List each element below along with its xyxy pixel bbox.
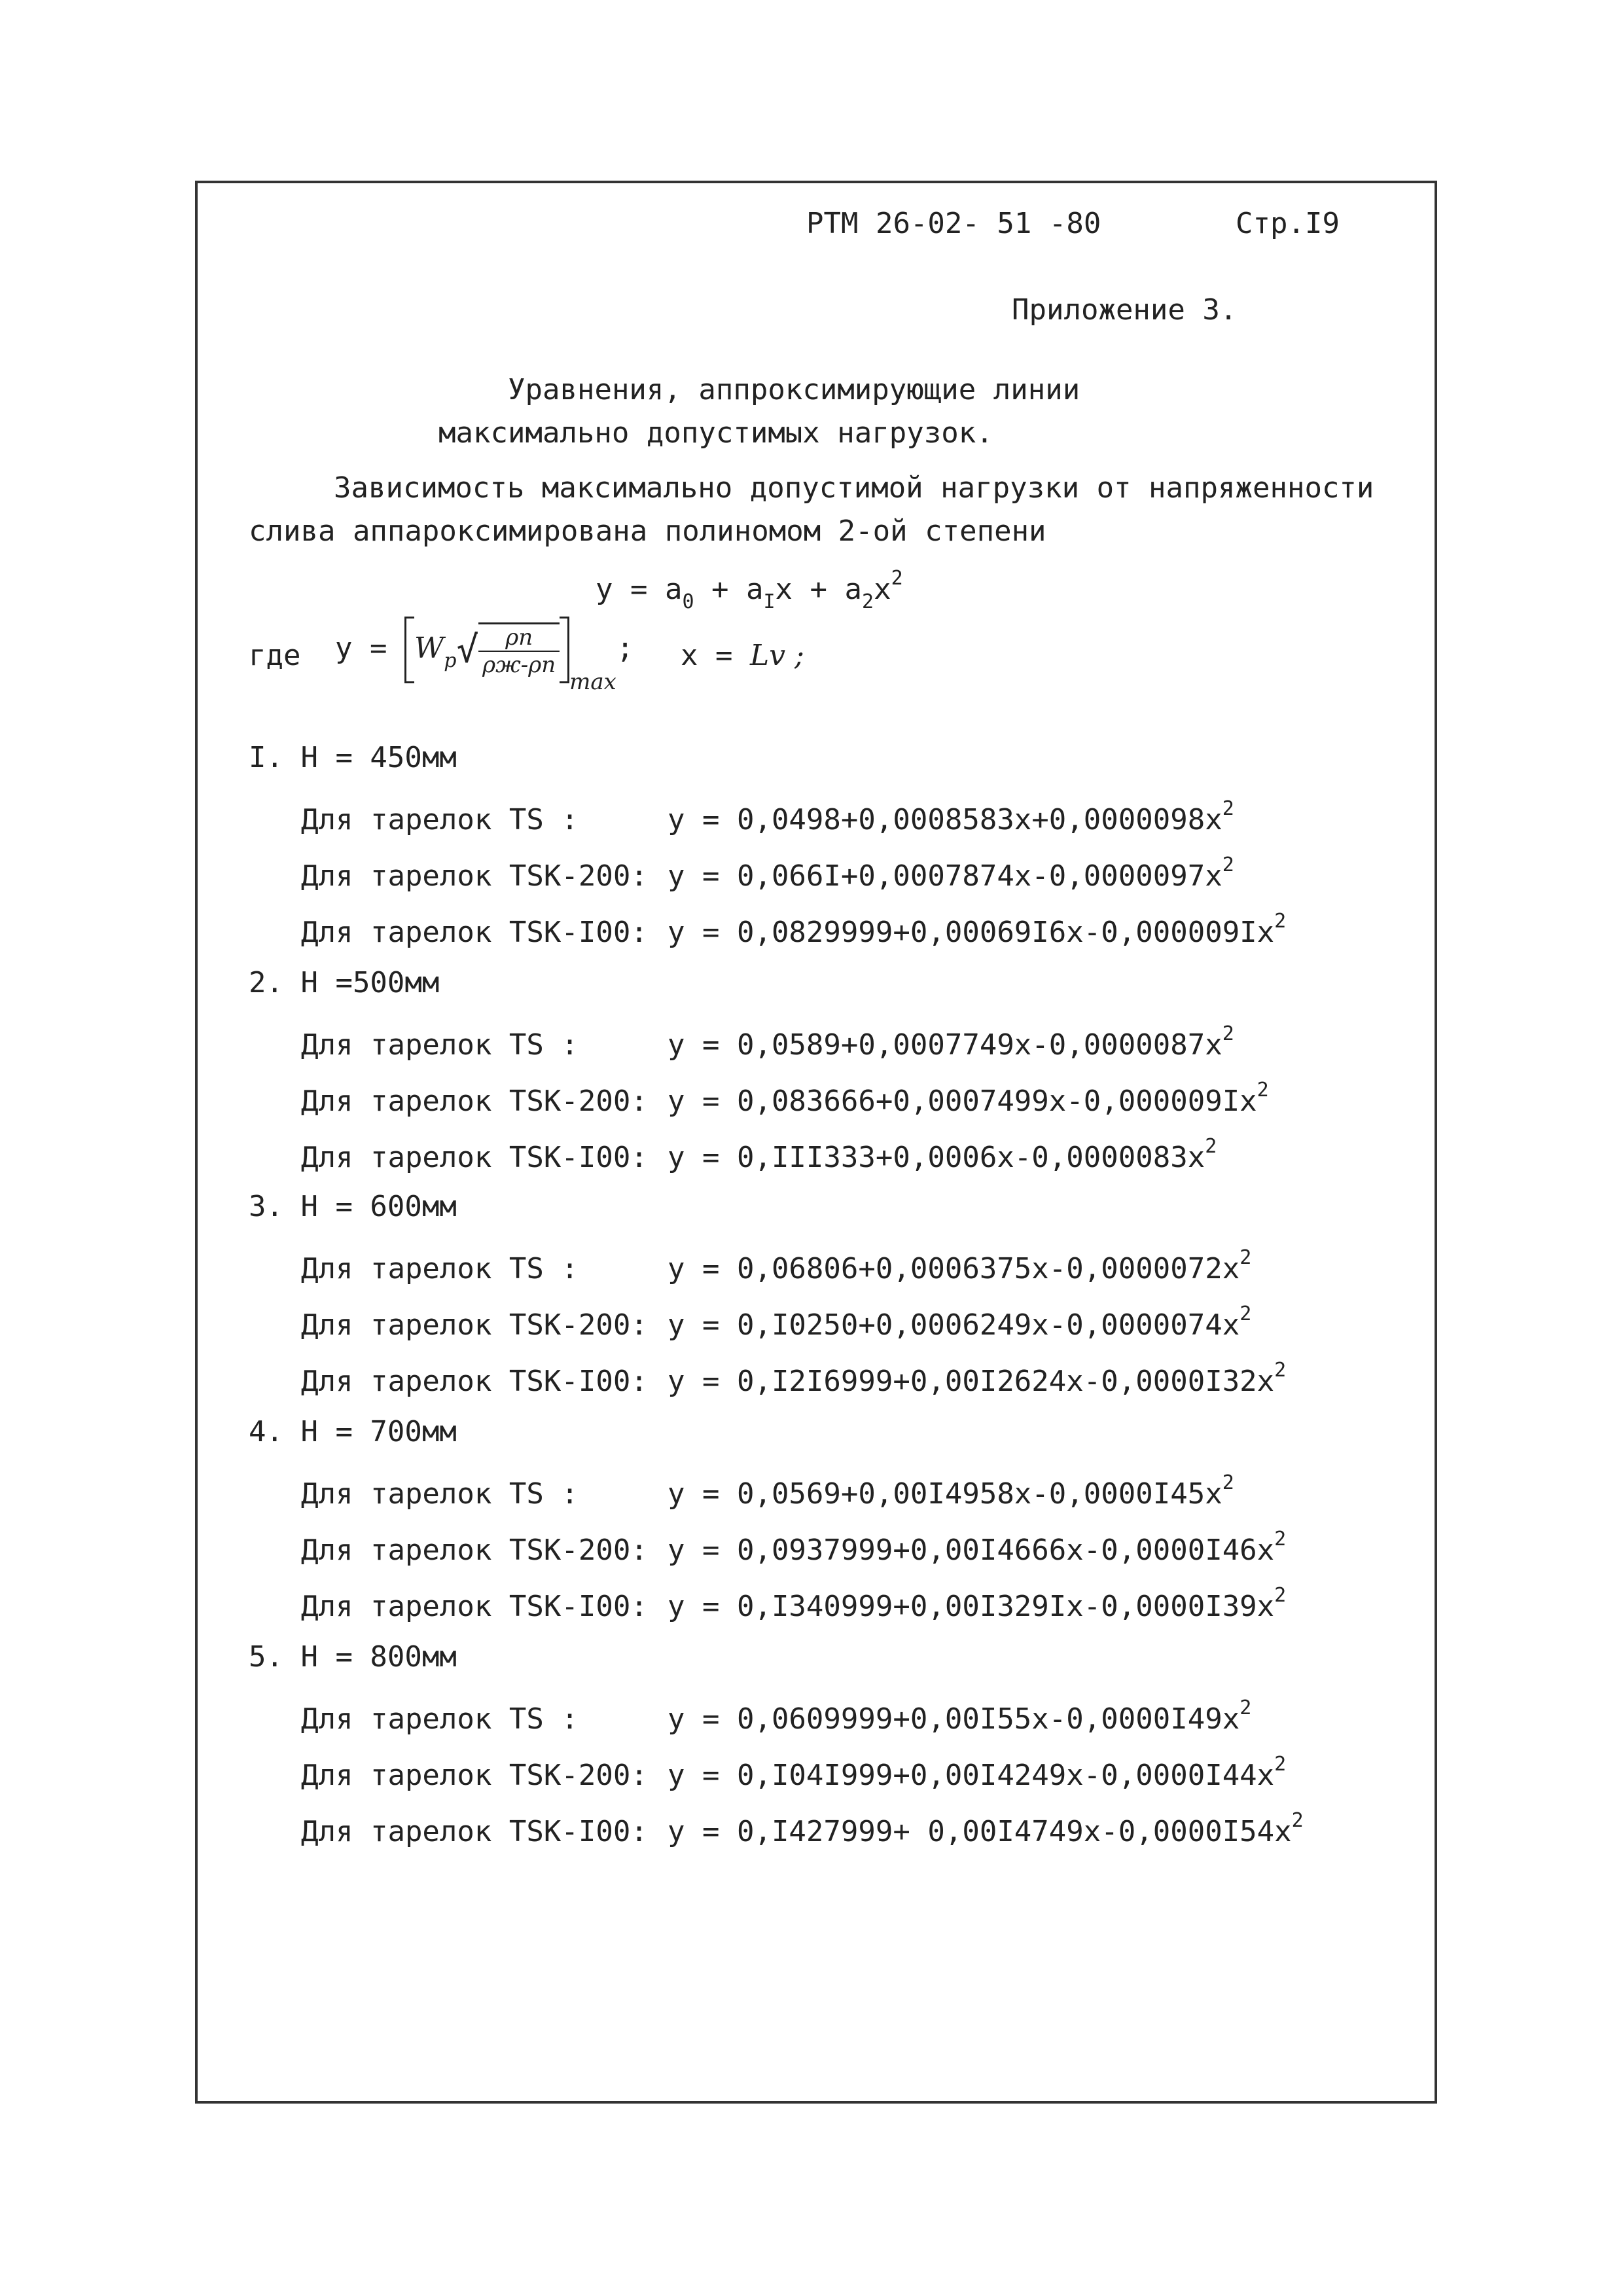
tray-type-label: Для тарелок TS : bbox=[301, 1028, 579, 1062]
section-heading: 2. H =500мм bbox=[249, 966, 440, 999]
section-heading: I. H = 450мм bbox=[249, 741, 457, 774]
section-heading: 3. H = 600мм bbox=[249, 1190, 457, 1223]
section-heading: 5. H = 800мм bbox=[249, 1640, 457, 1674]
eq-a1-sub: I bbox=[763, 590, 776, 613]
eq-square: 2 bbox=[891, 567, 903, 590]
formula-square: 2 bbox=[1240, 1696, 1252, 1719]
tray-type-label: Для тарелок TS : bbox=[301, 1477, 579, 1511]
eq-x2: x bbox=[874, 573, 891, 606]
eq-y: y = a bbox=[596, 573, 683, 606]
document-code: РТМ 26-02- 51 -80 bbox=[806, 207, 1101, 240]
tray-type-label: Для тарелок TSК-200: bbox=[301, 1308, 648, 1342]
equation-formula: y = 0,III333+0,0006x-0,0000083x bbox=[668, 1141, 1205, 1174]
tray-type-label: Для тарелок TSК-I00: bbox=[301, 916, 648, 949]
formula-square: 2 bbox=[1240, 1302, 1252, 1325]
equation-formula: y = 0,066I+0,0007874x-0,0000097x bbox=[668, 859, 1222, 893]
tray-type-label: Для тарелок TSК-I00: bbox=[301, 1141, 648, 1174]
eq-a2: x + a bbox=[775, 573, 862, 606]
where-x-value: Lv ; bbox=[749, 639, 804, 672]
tray-type-label: Для тарелок TS : bbox=[301, 803, 579, 836]
equation-row bbox=[301, 1246, 1251, 1285]
equation-formula: y = 0,0498+0,0008583x+0,0000098x bbox=[668, 803, 1222, 836]
where-x-definition bbox=[681, 639, 804, 672]
tray-type-label: Для тарелок TSК-I00: bbox=[301, 1815, 648, 1848]
page-number: Стр.I9 bbox=[1236, 207, 1340, 240]
formula-square: 2 bbox=[1240, 1246, 1252, 1269]
equation-row bbox=[301, 1079, 1269, 1118]
polynomial-equation bbox=[596, 567, 903, 613]
where-x-eq: x = bbox=[681, 639, 733, 672]
equation-row bbox=[301, 1022, 1234, 1062]
equation-formula: y = 0,I04I999+0,00I4249x-0,0000I44x bbox=[668, 1759, 1275, 1792]
right-bracket bbox=[560, 617, 569, 683]
eq-a0-sub: 0 bbox=[682, 590, 694, 613]
formula-square: 2 bbox=[1222, 797, 1234, 820]
equation-row bbox=[301, 1809, 1304, 1848]
formula-square: 2 bbox=[1274, 1584, 1287, 1607]
appendix-label: Приложение 3. bbox=[1012, 293, 1238, 327]
tray-type-label: Для тарелок TSК-200: bbox=[301, 1759, 648, 1792]
section-heading: 4. H = 700мм bbox=[249, 1415, 457, 1448]
sqrt-symbol: √ bbox=[456, 628, 479, 672]
tray-type-label: Для тарелок TSК-I00: bbox=[301, 1365, 648, 1398]
equation-formula: y = 0,I427999+ 0,00I4749x-0,0000I54x bbox=[668, 1815, 1292, 1848]
where-y-eq: y = bbox=[335, 632, 387, 665]
formula-square: 2 bbox=[1222, 853, 1234, 876]
formula-square: 2 bbox=[1222, 1022, 1234, 1045]
fraction-denominator: ρж-ρn bbox=[482, 651, 556, 678]
equation-row bbox=[301, 1753, 1286, 1792]
where-max: max bbox=[569, 669, 616, 695]
equation-formula: y = 0,0569+0,00I4958x-0,0000I45x bbox=[668, 1477, 1222, 1511]
equation-formula: y = 0,083666+0,0007499x-0,000009Ix bbox=[668, 1085, 1257, 1118]
equation-row bbox=[301, 910, 1286, 949]
equation-formula: y = 0,0829999+0,00069I6x-0,000009Ix bbox=[668, 916, 1275, 949]
tray-type-label: Для тарелок TS : bbox=[301, 1702, 579, 1736]
tray-type-label: Для тарелок TSК-200: bbox=[301, 1085, 648, 1118]
equation-formula: y = 0,0937999+0,00I4666x-0,0000I46x bbox=[668, 1534, 1275, 1567]
equation-row bbox=[301, 1696, 1251, 1736]
formula-square: 2 bbox=[1291, 1809, 1304, 1832]
intro-line-1: Зависимость максимально допустимой нагрузки от напряженности bbox=[334, 471, 1374, 505]
formula-square: 2 bbox=[1274, 1753, 1287, 1776]
equation-formula: y = 0,06806+0,0006375x-0,0000072x bbox=[668, 1252, 1240, 1285]
sqrt-content bbox=[478, 622, 560, 678]
tray-type-label: Для тарелок TS : bbox=[301, 1252, 579, 1285]
equation-row bbox=[301, 1302, 1251, 1342]
equation-row bbox=[301, 797, 1234, 836]
where-w: W bbox=[414, 632, 444, 665]
intro-line-2: слива аппароксимирована полиномом 2-ой степени bbox=[249, 514, 1046, 548]
formula-square: 2 bbox=[1274, 1359, 1287, 1382]
eq-a1: + a bbox=[694, 573, 764, 606]
title-line-2: максимально допустимых нагрузок. bbox=[438, 416, 993, 450]
equation-formula: y = 0,I2I6999+0,00I2624x-0,0000I32x bbox=[668, 1365, 1275, 1398]
eq-a2-sub: 2 bbox=[862, 590, 874, 613]
equation-row bbox=[301, 853, 1234, 893]
formula-square: 2 bbox=[1274, 1528, 1287, 1551]
equation-row bbox=[301, 1471, 1234, 1511]
formula-square: 2 bbox=[1205, 1135, 1217, 1158]
equation-row bbox=[301, 1359, 1286, 1398]
tray-type-label: Для тарелок TSК-I00: bbox=[301, 1590, 648, 1623]
where-label: где bbox=[249, 639, 301, 672]
where-semicolon: ; bbox=[616, 632, 634, 665]
equation-row bbox=[301, 1584, 1286, 1623]
equation-row bbox=[301, 1135, 1217, 1174]
formula-square: 2 bbox=[1222, 1471, 1234, 1494]
equation-formula: y = 0,0589+0,0007749x-0,0000087x bbox=[668, 1028, 1222, 1062]
where-w-sub: p bbox=[444, 649, 457, 672]
density-fraction bbox=[478, 624, 560, 678]
formula-square: 2 bbox=[1274, 910, 1287, 933]
title-line-1: Уравнения, аппроксимирующие линии bbox=[508, 373, 1080, 406]
tray-type-label: Для тарелок TSК-200: bbox=[301, 859, 648, 893]
equation-formula: y = 0,I340999+0,00I329Ix-0,0000I39x bbox=[668, 1590, 1275, 1623]
equation-formula: y = 0,I0250+0,0006249x-0,0000074x bbox=[668, 1308, 1240, 1342]
formula-square: 2 bbox=[1257, 1079, 1269, 1102]
fraction-numerator: ρn bbox=[478, 624, 560, 652]
equation-formula: y = 0,0609999+0,00I55x-0,0000I49x bbox=[668, 1702, 1240, 1736]
where-y-definition bbox=[335, 617, 633, 695]
equation-row bbox=[301, 1528, 1286, 1567]
tray-type-label: Для тарелок TSК-200: bbox=[301, 1534, 648, 1567]
left-bracket bbox=[404, 617, 414, 683]
